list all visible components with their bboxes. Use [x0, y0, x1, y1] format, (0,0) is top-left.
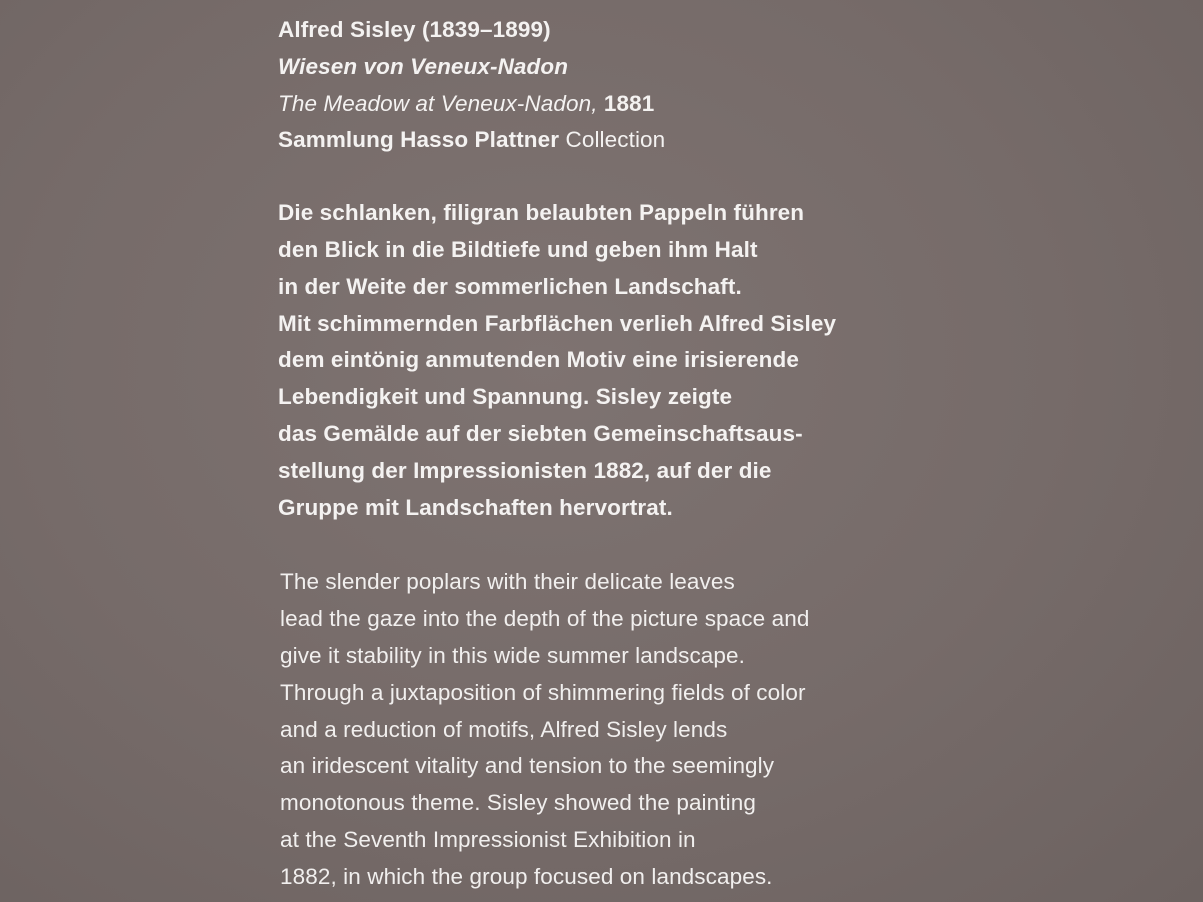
german-text-line: den Blick in die Bildtiefe und geben ihm Halt — [278, 236, 758, 262]
artwork-title-english: The Meadow at Veneux-Nadon, — [278, 90, 598, 116]
artwork-year: 1881 — [603, 90, 655, 116]
artwork-title-german: Wiesen von Veneux-Nadon — [278, 53, 569, 79]
artist-name: Alfred Sisley (1839–1899) — [278, 17, 551, 42]
collection-name: Sammlung Hasso Plattner — [278, 127, 560, 153]
english-text-line: Through a juxtaposition of shimmering fields of color — [280, 679, 806, 705]
english-text-line: The slender poplars with their delicate leaves — [280, 569, 735, 595]
german-text-line: Gruppe mit Landschaften hervortrat. — [278, 494, 673, 520]
english-text-line: monotonous theme. Sisley showed the painting — [280, 790, 756, 816]
collection-line — [278, 122, 978, 159]
museum-wall-label — [278, 12, 978, 896]
german-text-line: in der Weite der sommerlichen Landschaft. — [278, 273, 742, 299]
german-description — [278, 195, 978, 526]
german-text-line: Lebendigkeit und Spannung. Sisley zeigte — [278, 384, 733, 410]
english-text-line: an iridescent vitality and tension to the seemingly — [280, 753, 775, 779]
english-text-line: give it stability in this wide summer landscape. — [280, 642, 745, 668]
german-text-line: das Gemälde auf der siebten Gemeinschaftsaus- — [278, 420, 803, 446]
german-text-line: Die schlanken, filigran belaubten Pappeln führen — [278, 200, 805, 226]
collection-word: Collection — [565, 127, 666, 153]
english-text-line: at the Seventh Impressionist Exhibition in — [280, 826, 696, 852]
german-text-line: Mit schimmernden Farbflächen verlieh Alfred Sisley — [278, 310, 837, 336]
german-text-line: stellung der Impressionisten 1882, auf der die — [278, 457, 772, 483]
english-text-line: lead the gaze into the depth of the picture space and — [280, 606, 810, 632]
english-text-line: and a reduction of motifs, Alfred Sisley lends — [280, 716, 728, 742]
english-text-line: 1882, in which the group focused on landscapes. — [280, 863, 773, 889]
label-header — [278, 12, 978, 159]
artwork-title-english-line — [278, 86, 978, 123]
german-text-line: dem eintönig anmutenden Motiv eine irisierende — [278, 347, 799, 373]
english-description — [278, 564, 978, 895]
